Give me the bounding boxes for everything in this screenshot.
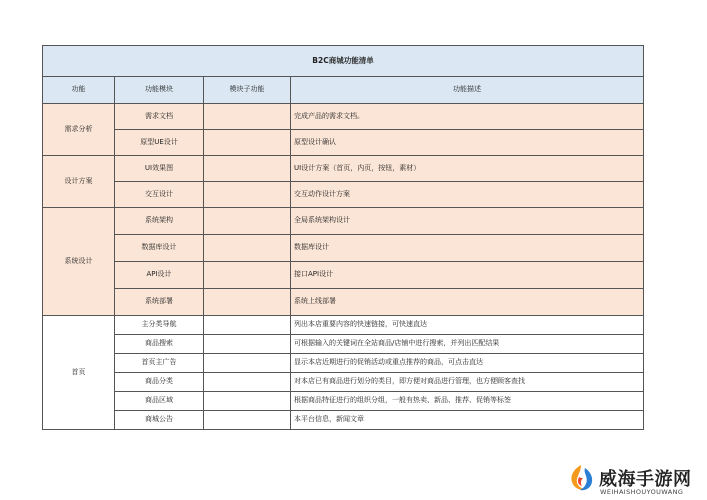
module-cell: 原型UE设计 [115,130,204,156]
sub-function-cell [204,411,291,430]
header-module: 功能模块 [115,77,204,104]
sub-function-cell [204,104,291,130]
table-row [43,373,644,392]
sub-function-cell [204,182,291,208]
description-cell: 列出本店重要内容的快速链接，可快速直达 [291,316,644,335]
module-cell: 系统部署 [115,289,204,316]
module-cell: 商品搜索 [115,335,204,354]
sub-function-cell [204,354,291,373]
module-cell: 商品区域 [115,392,204,411]
watermark-subtitle: WEIHAISHOUYOUWANG [600,488,684,496]
table-row [43,208,644,235]
sub-function-cell [204,208,291,235]
watermark-logo [566,463,706,499]
sub-function-cell [204,289,291,316]
table-row [43,130,644,156]
flame-swirl-icon [566,463,596,493]
description-cell: 接口API设计 [291,262,644,289]
description-cell: 原型设计确认 [291,130,644,156]
watermark-name: 威海手游网 [599,469,692,490]
sub-function-cell [204,316,291,335]
description-cell: 对本店已有商品进行划分的类目，即方便对商品进行管理，也方便顾客查找 [291,373,644,392]
description-cell: 系统上线部署 [291,289,644,316]
module-cell: 商城公告 [115,411,204,430]
module-cell: 商品分类 [115,373,204,392]
header-function: 功能 [43,77,115,104]
description-cell: 本平台信息，新闻文章 [291,411,644,430]
header-description: 功能描述 [291,77,644,104]
table-row [43,335,644,354]
description-cell: UI设计方案（首页，内页，按钮，素材） [291,156,644,182]
group-cell: 首页 [43,316,115,430]
description-cell: 全局系统架构设计 [291,208,644,235]
table-row [43,156,644,182]
table-row [43,354,644,373]
module-cell: 数据库设计 [115,235,204,262]
description-cell: 数据库设计 [291,235,644,262]
sub-function-cell [204,392,291,411]
table-row [43,182,644,208]
module-cell: 首页主广告 [115,354,204,373]
group-cell: 系统设计 [43,208,115,316]
table-title: B2C商城功能清单 [43,46,644,77]
table-row [43,316,644,335]
description-cell: 显示本店近期进行的促销活动或重点推荐的商品，可点击直达 [291,354,644,373]
description-cell: 完成产品的需求文档。 [291,104,644,130]
table-row [43,411,644,430]
sub-function-cell [204,235,291,262]
sub-function-cell [204,156,291,182]
module-cell: API设计 [115,262,204,289]
group-cell: 设计方案 [43,156,115,208]
group-cell: 需求分析 [43,104,115,156]
module-cell: 交互设计 [115,182,204,208]
sub-function-cell [204,262,291,289]
feature-list-table [42,45,644,430]
description-cell: 根据商品特征进行的组织分组，一般有热卖、新品、推荐、促销等标签 [291,392,644,411]
table-row [43,289,644,316]
sub-function-cell [204,130,291,156]
module-cell: UI效果图 [115,156,204,182]
header-sub-function: 模块子功能 [204,77,291,104]
table-row [43,262,644,289]
module-cell: 需求文档 [115,104,204,130]
table-row [43,392,644,411]
sub-function-cell [204,335,291,354]
module-cell: 系统架构 [115,208,204,235]
module-cell: 主分类导航 [115,316,204,335]
description-cell: 交互动作设计方案 [291,182,644,208]
sub-function-cell [204,373,291,392]
description-cell: 可根据输入的关键词在全站商品/店铺中进行搜索，并列出匹配结果 [291,335,644,354]
table-row [43,104,644,130]
table-row [43,235,644,262]
